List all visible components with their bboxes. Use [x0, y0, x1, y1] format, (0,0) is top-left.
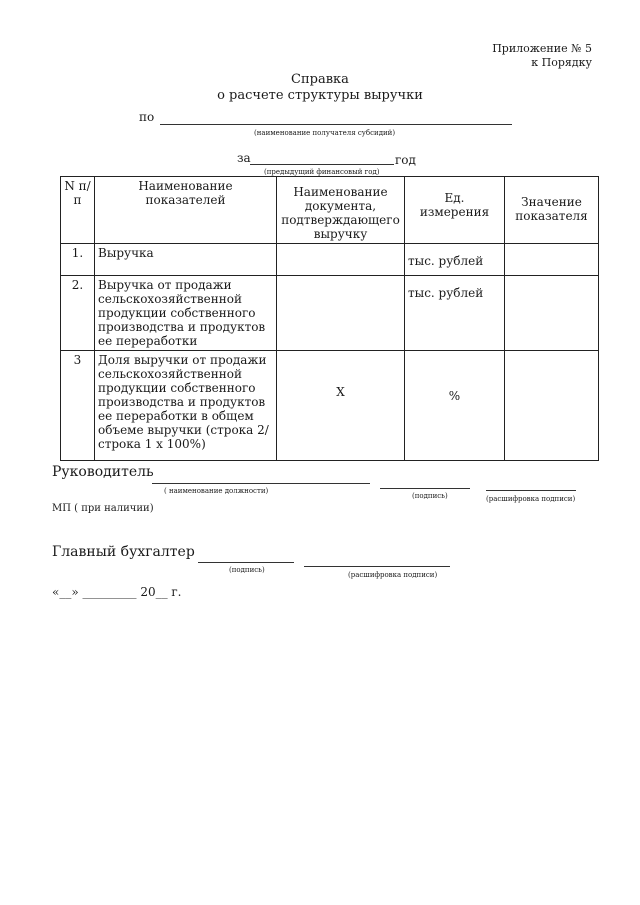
table-row [61, 244, 599, 276]
row-1-doc [277, 244, 405, 276]
title-line-1: Справка [291, 72, 349, 87]
row-3-num: 3 [61, 351, 95, 461]
row-3-name: Доля выручки от продажи сельскохозяйственной продукции собственного производства и продуктов ее переработки в общем объеме выручки (строка 2/строка 1 х 100%) [95, 351, 277, 461]
row-2-num: 2. [61, 276, 95, 351]
title-line-2: о расчете структуры выручки [217, 88, 423, 103]
director-label: Руководитель [52, 464, 154, 480]
accountant-signature-line [198, 562, 294, 563]
period-suffix: год [395, 153, 416, 167]
recipient-caption: (наименование получателя субсидий) [254, 129, 396, 137]
header-name: Наименование показателей [95, 177, 277, 244]
row-2-unit: тыс. рублей [405, 276, 505, 351]
stamp-note: МП ( при наличии) [52, 503, 154, 514]
header-value: Значение показателя [505, 177, 599, 244]
director-position-line [152, 483, 370, 484]
row-2-name: Выручка от продажи сельскохозяйственной продукции собственного производства и продуктов ее переработки [95, 276, 277, 351]
row-1-name: Выручка [95, 244, 277, 276]
accountant-signature-caption: (подпись) [229, 566, 265, 574]
recipient-prefix: по [139, 110, 155, 124]
recipient-line [160, 124, 512, 125]
director-decoding-caption: (расшифровка подписи) [486, 495, 576, 503]
header-num: N п/п [61, 177, 95, 244]
period-line [250, 164, 394, 165]
accountant-decoding-line [304, 566, 450, 567]
row-1-value [505, 244, 599, 276]
director-signature-caption: (подпись) [412, 492, 448, 500]
accountant-label: Главный бухгалтер [52, 544, 195, 560]
header-doc: Наименование документа, подтверждающего выручку [277, 177, 405, 244]
row-1-unit: тыс. рублей [405, 244, 505, 276]
row-3-unit: % [405, 351, 505, 461]
date-line: «__» _________ 20__ г. [52, 585, 182, 599]
director-signature-line [380, 488, 470, 489]
director-decoding-line [486, 490, 576, 491]
appendix-line-2: к Порядку [531, 56, 592, 69]
row-3-doc: Х [277, 351, 405, 461]
document-title [0, 72, 640, 104]
accountant-decoding-caption: (расшифровка подписи) [348, 571, 438, 579]
table-header-row [61, 177, 599, 244]
row-3-value [505, 351, 599, 461]
director-position-caption: ( наименование должности) [164, 487, 269, 495]
row-2-doc [277, 276, 405, 351]
period-caption: (предыдущий финансовый год) [264, 168, 380, 176]
period-prefix: за [237, 151, 251, 165]
row-1-num: 1. [61, 244, 95, 276]
table-row [61, 276, 599, 351]
appendix-line-1: Приложение № 5 [492, 42, 592, 55]
revenue-structure-table [60, 176, 599, 461]
table-row [61, 351, 599, 461]
row-2-value [505, 276, 599, 351]
header-unit: Ед. измерения [405, 177, 505, 244]
appendix-header [492, 42, 592, 70]
